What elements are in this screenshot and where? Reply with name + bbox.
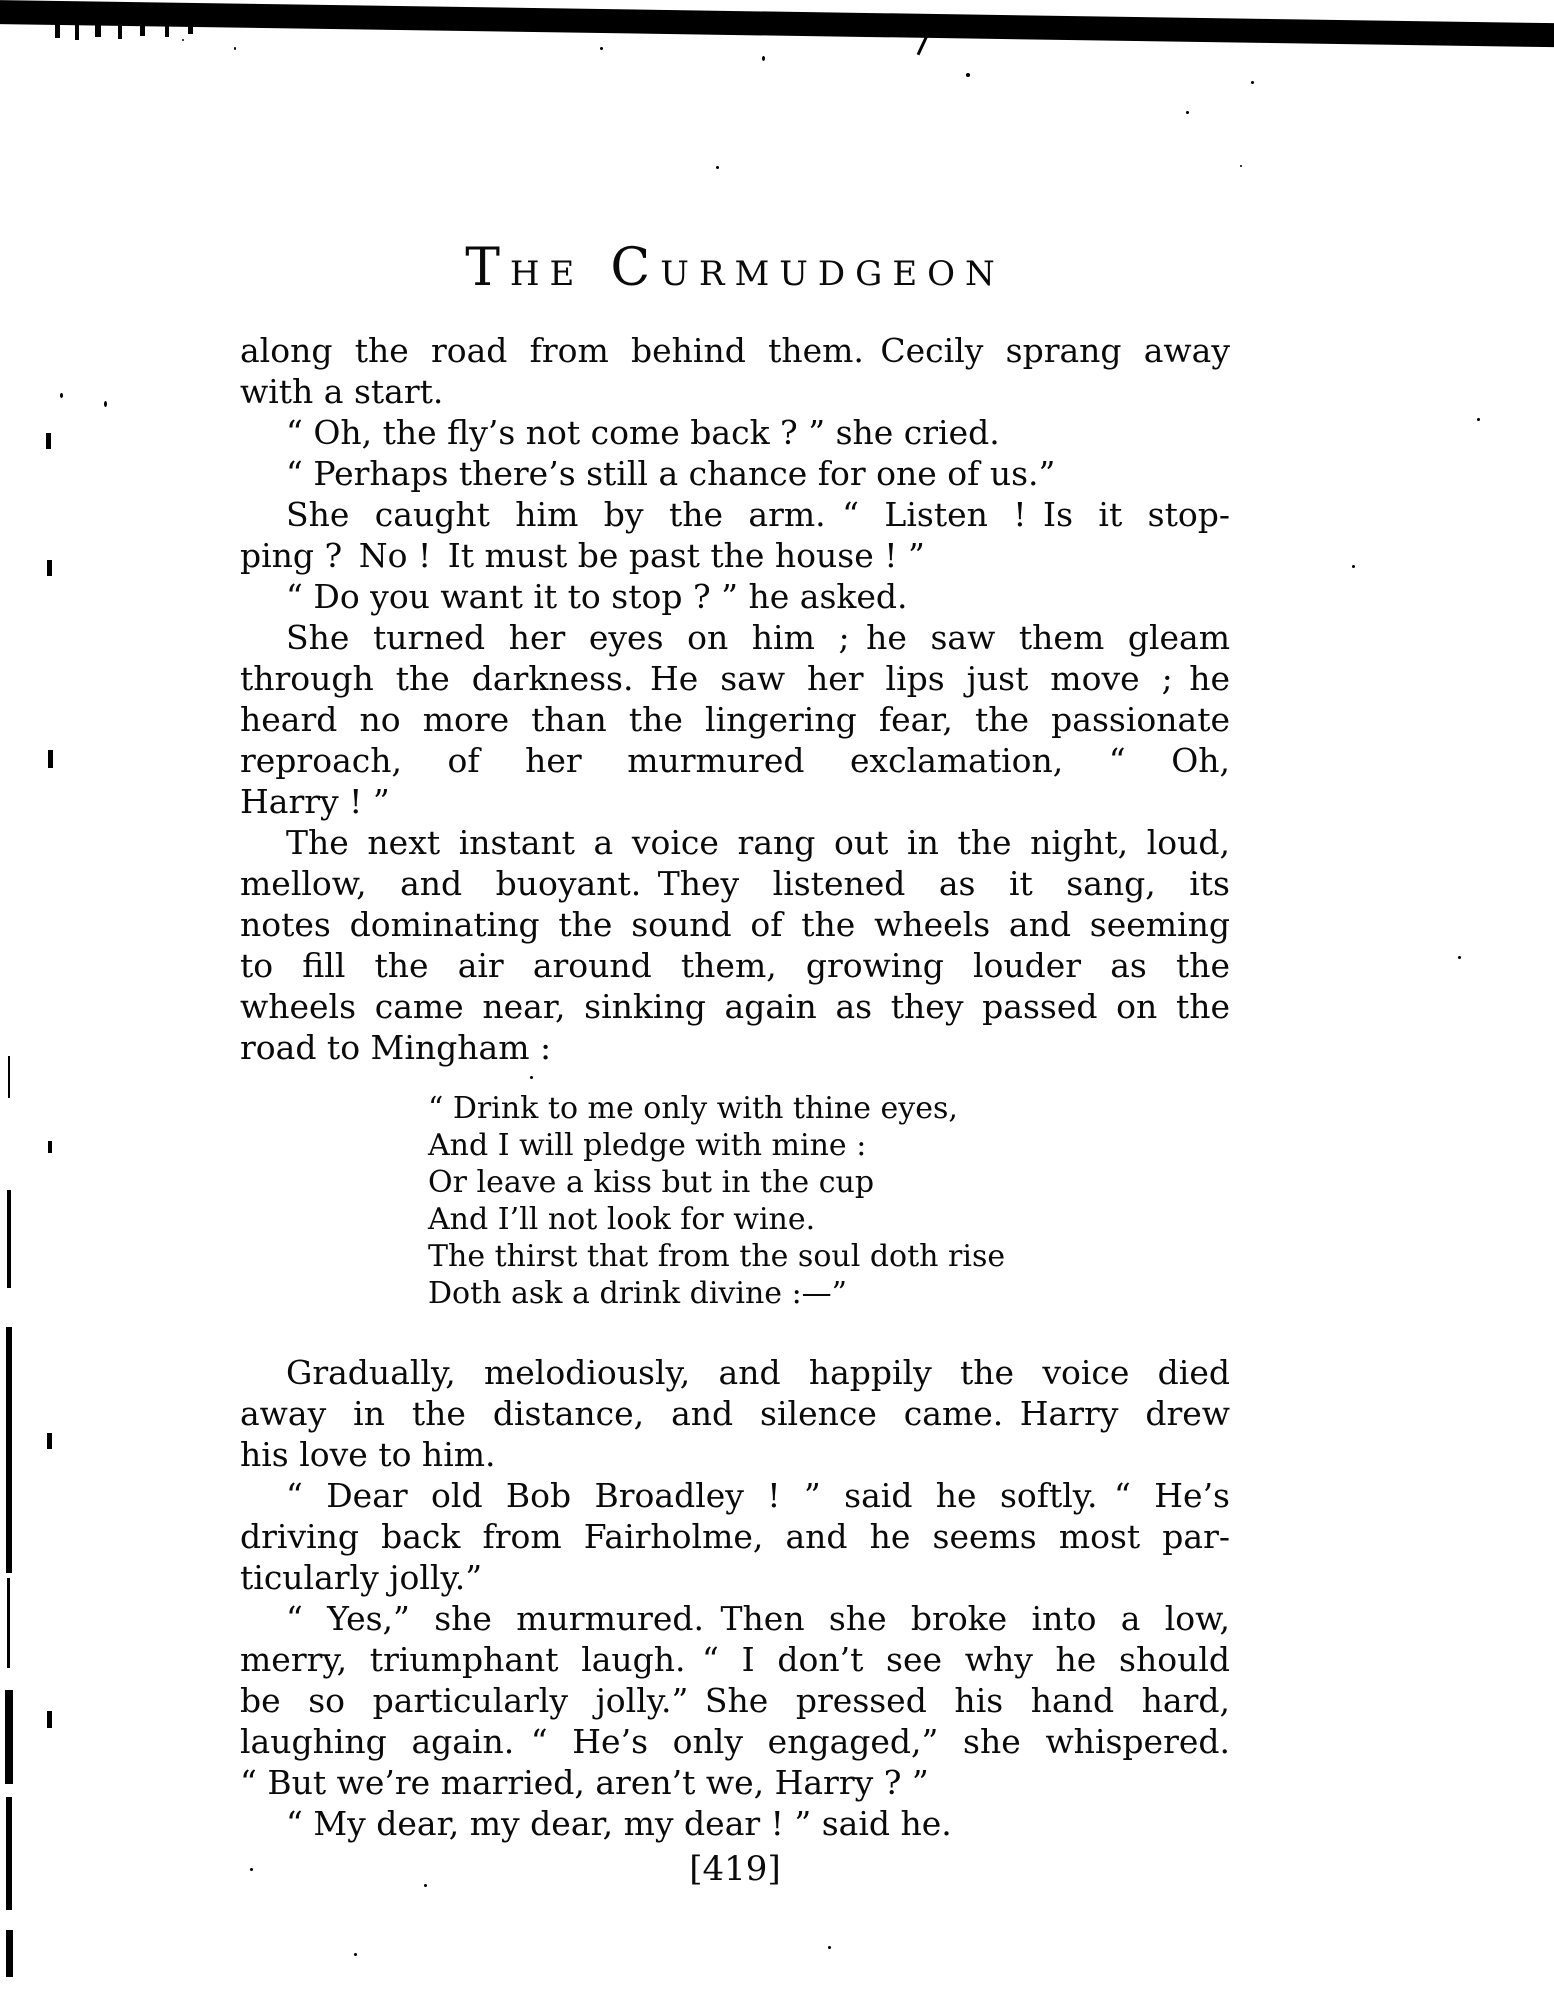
text-line: be so particularly jolly.” She pressed his hand hard, [240, 1681, 1230, 1720]
scan-artifact-top-bar [0, 0, 1554, 47]
scan-speck [104, 401, 107, 407]
title-initial: C [610, 238, 661, 299]
text-line: Harry ! ” [240, 782, 390, 821]
scan-speck [1240, 165, 1242, 167]
text-line: The next instant a voice rang out in the night, loud, [286, 823, 1230, 862]
verse-line: “ Drink to me only with thine eyes, [428, 1091, 958, 1126]
page-title [240, 238, 1230, 301]
verse-line: Or leave a kiss but in the cup [428, 1165, 875, 1200]
verse-line: And I’ll not look for wine. [428, 1202, 816, 1237]
scan-artifact [5, 1690, 13, 1784]
body-text-upper [240, 330, 1230, 1068]
text-line: road to Mingham : [240, 1028, 552, 1067]
scan-speck [234, 47, 236, 50]
scan-artifact [47, 560, 52, 576]
scan-artifact [118, 23, 122, 39]
scan-artifact [6, 1930, 13, 1977]
scan-artifact [75, 22, 79, 40]
text-line: “ Dear old Bob Broadley ! ” said he softly. “ He’s [286, 1476, 1230, 1515]
verse-line: And I will pledge with mine : [428, 1128, 867, 1163]
verse-line: Doth ask a drink divine :—” [428, 1276, 848, 1311]
scan-artifact [55, 24, 60, 38]
title-small-caps: HE [509, 254, 585, 295]
title-initial: T [465, 238, 510, 299]
text-line: away in the distance, and silence came. Harry drew [240, 1394, 1230, 1433]
text-line: “ Perhaps there’s still a chance for one of us.” [286, 454, 1056, 493]
text-line: to fill the air around them, growing louder as the [240, 946, 1230, 985]
scan-artifact [95, 25, 101, 37]
text-line: his love to him. [240, 1435, 496, 1474]
text-line: “ Do you want it to stop ? ” he asked. [286, 577, 908, 616]
text-line: She turned her eyes on him ; he saw them gleam [286, 618, 1230, 657]
text-line: driving back from Fairholme, and he seems most par- [240, 1517, 1230, 1556]
scan-artifact [6, 1327, 12, 1573]
text-line: mellow, and buoyant. They listened as it sang, its [240, 864, 1230, 903]
scan-artifact [48, 1141, 52, 1153]
scan-speck [828, 1946, 831, 1949]
scan-speck [354, 1953, 357, 1956]
text-line: “ My dear, my dear, my dear ! ” said he. [286, 1804, 952, 1843]
scan-artifact [47, 1433, 52, 1449]
text-line: She caught him by the arm. “ Listen ! Is it stop- [286, 495, 1230, 534]
scan-artifact [48, 750, 53, 768]
scan-speck [1251, 81, 1254, 84]
scan-speck [1352, 565, 1355, 568]
verse-line: The thirst that from the soul doth rise [428, 1239, 1006, 1274]
scan-artifact [7, 1578, 10, 1668]
scan-artifact [140, 26, 145, 36]
page-number: [419] [689, 1849, 781, 1889]
text-line: “ Yes,” she murmured. Then she broke into a low, [286, 1599, 1230, 1638]
text-line: ticularly jolly.” [240, 1558, 483, 1597]
scan-artifact [188, 25, 193, 34]
scan-artifact [6, 1797, 12, 1910]
text-line: along the road from behind them. Cecily sprang away [240, 331, 1230, 370]
scan-artifact [7, 1190, 11, 1288]
scan-artifact [165, 24, 169, 37]
scan-speck [60, 393, 63, 398]
text-line: Gradually, melodiously, and happily the voice died [286, 1353, 1230, 1392]
body-text-lower [240, 1352, 1230, 1844]
text-line: ping ? No ! It must be past the house ! ” [240, 536, 925, 575]
scan-artifact [47, 1711, 52, 1728]
scan-speck [1458, 956, 1461, 959]
text-line: notes dominating the sound of the wheels and seeming [240, 905, 1230, 944]
scan-speck [1186, 111, 1189, 114]
scan-speck [966, 73, 970, 77]
text-line: laughing again. “ He’s only engaged,” she whispered. [240, 1722, 1230, 1761]
text-line: merry, triumphant laugh. “ I don’t see why he should [240, 1640, 1230, 1679]
scan-speck [1477, 418, 1480, 421]
text-line: “ But we’re married, aren’t we, Harry ? ” [240, 1763, 929, 1802]
scan-artifact [8, 1056, 10, 1098]
scan-artifact [46, 433, 51, 449]
scan-speck [716, 166, 719, 169]
verse-block [240, 1090, 1230, 1312]
scan-speck [600, 47, 603, 50]
text-line: with a start. [240, 372, 444, 411]
scan-speck [182, 39, 184, 41]
scan-speck [762, 56, 765, 61]
text-line: wheels came near, sinking again as they passed on the [240, 987, 1230, 1026]
text-line: “ Oh, the fly’s not come back ? ” she cried. [286, 413, 1000, 452]
text-line: reproach, of her murmured exclamation, “ Oh, [240, 741, 1230, 780]
text-line: heard no more than the lingering fear, the passionate [240, 700, 1230, 739]
title-small-caps: URMUDGEON [660, 254, 1005, 295]
scan-speck [530, 1076, 533, 1079]
text-line: through the darkness. He saw her lips just move ; he [240, 659, 1230, 698]
